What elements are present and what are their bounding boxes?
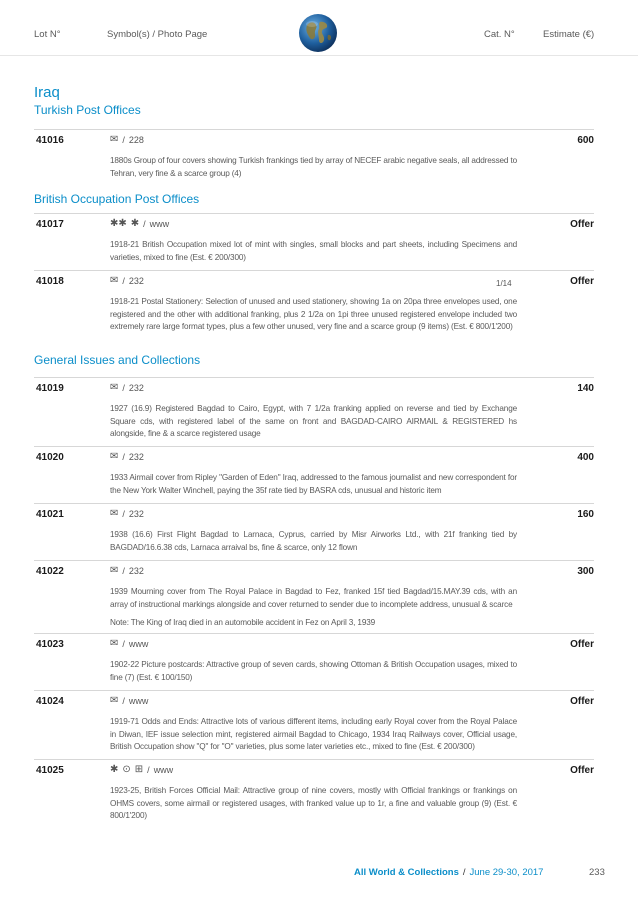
lot-41025: [34, 759, 594, 830]
envelope-icon: ✉: [110, 451, 119, 462]
lot-41017: [34, 213, 594, 270]
photo-page: www: [149, 219, 170, 229]
lot-description: 1927 (16.9) Registered Bagdad to Cairo, Egypt, with 7 1/2a franking applied on reverse and tied by Exchange Square cds, with registered label of the same on front and BAGDAD-CAIRO AIRMAIL & REGISTERED hs alongside, fine & a scarce registered usage: [110, 404, 517, 439]
footer-separator: /: [462, 867, 466, 878]
mint-icon: ✱: [130, 218, 140, 229]
lot-estimate: 160: [577, 509, 594, 520]
used-icon: ⊙: [122, 764, 131, 775]
lot-41019: [34, 377, 594, 446]
lot-symbols: ✱ ⊙ ⊞ / www: [110, 764, 174, 775]
photo-page: 228: [128, 135, 144, 145]
mint-icon: ✱: [110, 764, 119, 775]
country-heading: Iraq: [34, 84, 60, 101]
lot-description: 1938 (16.6) First Flight Bagdad to Larnaca, Cyprus, carried by Misr Airworks Ltd., with 21f franking tied by BAGDAD/16.6.38 cds, Larnaca arraival bs, fine & scarce, only 12 flown: [110, 530, 517, 552]
lot-41018: [34, 270, 594, 351]
photo-page: 232: [128, 566, 144, 576]
photo-page: 232: [128, 509, 144, 519]
lot-41022: [34, 560, 594, 633]
lot-estimate: 400: [577, 452, 594, 463]
lot-description: 1919-71 Odds and Ends: Attractive lots of various different items, including early Royal cover from the Royal Palace in Diwan, IEF issue selection mint, registered airmail Bagdad to Chicago, 1934 Iraq Railways cover, Official usage, British Occupation show "Q" for "O" varieties, plus some later varieties etc., mixed to fine (Est. € 200/300): [110, 717, 517, 752]
section-heading-turkish: Turkish Post Offices: [34, 103, 141, 117]
lot-41023: [34, 633, 594, 690]
envelope-icon: ✉: [110, 275, 119, 286]
photo-page: www: [128, 639, 149, 649]
lot-estimate: Offer: [570, 765, 594, 776]
lot-symbols: ✉ / www: [110, 638, 149, 649]
block-icon: ⊞: [134, 764, 144, 775]
cat-column-header: Cat. N°: [484, 29, 515, 40]
lot-number: 41023: [36, 639, 64, 650]
section-heading-general: General Issues and Collections: [34, 353, 201, 367]
page-header: [0, 0, 638, 74]
lot-symbols: ✉ / 232: [110, 382, 144, 393]
page-footer: [354, 867, 543, 878]
envelope-icon: ✉: [110, 638, 119, 649]
lot-number: 41020: [36, 452, 64, 463]
envelope-icon: ✉: [110, 134, 119, 145]
lot-estimate: 140: [577, 383, 594, 394]
lot-symbols: ✉ / 232: [110, 565, 144, 576]
page-number: 233: [589, 867, 605, 878]
envelope-icon: ✉: [110, 695, 119, 706]
lot-description: 1933 Airmail cover from Ripley "Garden of Eden" Iraq, addressed to the famous journalist and new correspondent for the New York Walter Winchell, paying the 35f rate tied by BASRA cds, unusual and historic item: [110, 473, 517, 495]
lot-estimate: 300: [577, 566, 594, 577]
auction-date: June 29-30, 2017: [469, 867, 544, 878]
lot-number: 41022: [36, 566, 64, 577]
photo-page: www: [128, 696, 149, 706]
lot-41021: [34, 503, 594, 560]
section-heading-british: British Occupation Post Offices: [34, 192, 200, 206]
lot-note: Note: The King of Iraq died in an automobile accident in Fez on April 3, 1939: [110, 618, 376, 627]
lot-number: 41018: [36, 276, 64, 287]
estimate-column-header: Estimate (€): [543, 29, 595, 40]
lot-41016: [34, 129, 594, 190]
lot-description: 1880s Group of four covers showing Turkish frankings tied by array of NECEF arabic negative seals, all addressed to Tehran, very fine & a scarce group (4): [110, 156, 517, 178]
lot-estimate: Offer: [570, 639, 594, 650]
lot-symbols: ✱✱ ✱ / www: [110, 218, 170, 229]
symbols-column-header: Symbol(s) / Photo Page: [107, 29, 208, 40]
catalogue-title: All World & Collections: [354, 867, 459, 878]
lot-column-header: Lot N°: [34, 29, 61, 40]
envelope-icon: ✉: [110, 565, 119, 576]
lot-symbols: ✉ / www: [110, 695, 149, 706]
envelope-icon: ✉: [110, 382, 119, 393]
mint-hinged-icon: ✱✱: [110, 218, 127, 229]
lot-estimate: Offer: [570, 276, 594, 287]
lot-description: 1923-25, British Forces Official Mail: Attractive group of nine covers, mostly with Official frankings or frankings on OHMS covers, some airmail or registered usages, with franked value up to 1r, a fine and valuable group (9) (Est. € 800/1'200): [110, 786, 517, 821]
lot-symbols: ✉ / 228: [110, 134, 144, 145]
lot-number: 41021: [36, 509, 64, 520]
lot-41024: [34, 690, 594, 759]
lot-estimate: Offer: [570, 219, 594, 230]
lot-symbols: ✉ / 232: [110, 508, 144, 519]
envelope-icon: ✉: [110, 508, 119, 519]
lot-description: 1939 Mourning cover from The Royal Palace in Bagdad to Fez, franked 15f tied Bagdad/15.MAY.39 cds, with an array of instructional markings alongside and cover returned to sender due to incomplete address, unusual & scarce: [110, 587, 517, 609]
lot-number: 41019: [36, 383, 64, 394]
lot-description: 1902-22 Picture postcards: Attractive group of seven cards, showing Ottoman & British Occupation usages, mixed to fine (7) (Est. € 100/150): [110, 660, 517, 682]
lot-symbols: ✉ / 232: [110, 275, 144, 286]
lot-estimate: Offer: [570, 696, 594, 707]
globe-logo-icon: [298, 13, 338, 53]
lot-number: 41017: [36, 219, 64, 230]
lot-description: 1918-21 British Occupation mixed lot of mint with singles, small blocks and part sheets, including Specimens and varieties, mixed to fine (Est. € 200/300): [110, 240, 517, 262]
lot-41020: [34, 446, 594, 503]
lot-number: 41024: [36, 696, 64, 707]
lot-estimate: 600: [577, 135, 594, 146]
lot-number: 41025: [36, 765, 64, 776]
header-divider: [0, 55, 638, 56]
lot-description: 1918-21 Postal Stationery: Selection of unused and used stationery, showing 1a on 20pa three envelopes used, one registered and the other with additional franking, plus 2 1/2a on 1pi three unused registered envelope included two extremely rare large format types, plus a few other unused, very fine and a scarce group (9 items) (Est. € 800/1'200): [110, 297, 517, 332]
photo-page: 232: [128, 452, 144, 462]
photo-page: 232: [128, 383, 144, 393]
lot-symbols: ✉ / 232: [110, 451, 144, 462]
lot-number: 41016: [36, 135, 64, 146]
photo-reference: 1/14: [496, 279, 512, 288]
photo-page: www: [153, 765, 174, 775]
photo-page: 232: [128, 276, 144, 286]
